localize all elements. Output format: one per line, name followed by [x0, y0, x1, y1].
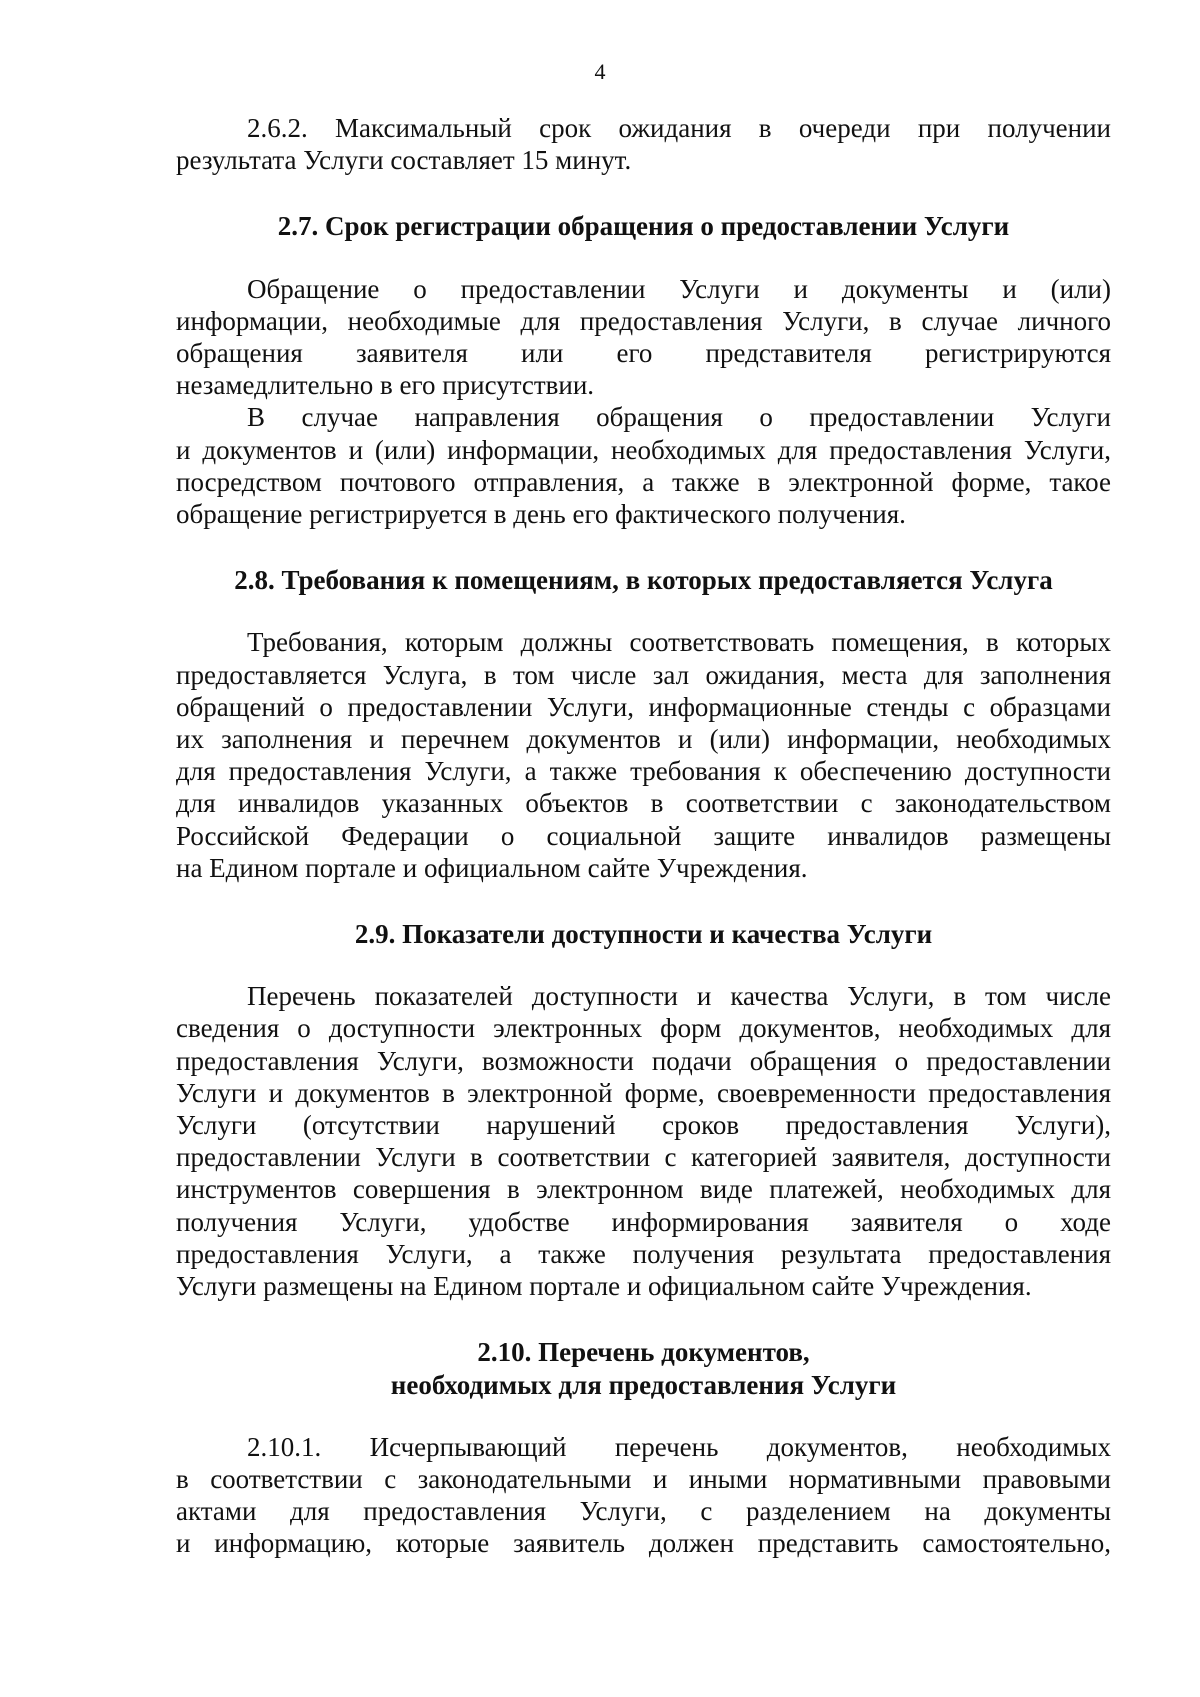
paragraph-line: предоставления Услуги, а также получения результата предоставления: [176, 1238, 1111, 1269]
paragraph-2-6-2: [176, 112, 1111, 176]
section-heading-2-8: 2.8. Требования к помещениям, в которых предоставляется Услуга: [234, 565, 1053, 596]
paragraph-line: Услуги и документов в электронной форме, своевременности предоставления: [176, 1077, 1111, 1108]
page-number: 4: [594, 59, 606, 84]
paragraph-line: 2.10.1. Исчерпывающий перечень документов, необходимых: [247, 1431, 1111, 1462]
paragraph-line: Услуги (отсутствии нарушений сроков предоставления Услуги),: [176, 1110, 1111, 1141]
paragraph-line: предоставляется Услуга, в том числе зал ожидания, места для заполнения: [176, 659, 1111, 690]
heading-line: 2.10. Перечень документов,: [477, 1337, 810, 1368]
document-body: [176, 112, 1111, 1560]
paragraph-line: В случае направления обращения о предоставлении Услуги: [247, 402, 1111, 433]
paragraph-line: для предоставления Услуги, а также требования к обеспечению доступности: [176, 756, 1111, 787]
paragraph-line: инструментов совершения в электронном виде платежей, необходимых для: [176, 1174, 1111, 1205]
paragraph-line: Российской Федерации о социальной защите инвалидов размещены: [176, 820, 1111, 851]
paragraph-2-10-1: [176, 1431, 1111, 1560]
paragraph-line: Обращение о предоставлении Услуги и документы и (или): [247, 273, 1111, 304]
paragraph-line: сведения о доступности электронных форм документов, необходимых для: [176, 1013, 1111, 1044]
paragraph-line: предоставления Услуги, возможности подачи обращения о предоставлении: [176, 1045, 1111, 1076]
paragraph-2-7-b: [176, 401, 1111, 530]
paragraph-line: Требования, которым должны соответствовать помещения, в которых: [247, 627, 1111, 658]
paragraph-line: их заполнения и перечнем документов и (или) информации, необходимых: [176, 724, 1111, 755]
heading-line: необходимых для предоставления Услуги: [390, 1369, 897, 1400]
paragraph-line: получения Услуги, удобстве информирования заявителя о ходе: [176, 1206, 1111, 1237]
paragraph-line: результата Услуги составляет 15 минут.: [176, 145, 632, 176]
paragraph-line: Услуги размещены на Едином портале и официальном сайте Учреждения.: [176, 1271, 1032, 1302]
paragraph-line: обращения заявителя или его представителя регистрируются: [176, 338, 1111, 369]
paragraph-line: 2.6.2. Максимальный срок ожидания в очереди при получении: [247, 113, 1111, 143]
paragraph-line: и документов и (или) информации, необходимых для предоставления Услуги,: [176, 434, 1111, 465]
paragraph-line: и информацию, которые заявитель должен представить самостоятельно,: [176, 1528, 1111, 1559]
paragraph-2-9: [176, 980, 1111, 1302]
paragraph-line: Перечень показателей доступности и качества Услуги, в том числе: [247, 981, 1111, 1012]
paragraph-line: посредством почтового отправления, а также в электронной форме, такое: [176, 466, 1111, 497]
paragraph-line: обращений о предоставлении Услуги, информационные стенды с образцами: [176, 691, 1111, 722]
paragraph-2-7-a: [176, 273, 1111, 402]
paragraph-line: обращение регистрируется в день его фактического получения.: [176, 499, 906, 530]
paragraph-line: актами для предоставления Услуги, с разделением на документы: [176, 1496, 1111, 1527]
section-heading-2-9: 2.9. Показатели доступности и качества Услуги: [354, 919, 933, 950]
section-heading-2-10: [176, 1336, 1111, 1400]
paragraph-2-8: [176, 626, 1111, 884]
paragraph-line: на Едином портале и официальном сайте Учреждения.: [176, 852, 808, 883]
paragraph-line: в соответствии с законодательными и иными нормативными правовыми: [176, 1463, 1111, 1494]
section-heading-2-7: 2.7. Срок регистрации обращения о предоставлении Услуги: [277, 211, 1010, 242]
paragraph-line: информации, необходимые для предоставления Услуги, в случае личного: [176, 305, 1111, 336]
paragraph-line: незамедлительно в его присутствии.: [176, 370, 595, 401]
paragraph-line: предоставлении Услуги в соответствии с категорией заявителя, доступности: [176, 1142, 1111, 1173]
paragraph-line: для инвалидов указанных объектов в соответствии с законодательством: [176, 788, 1111, 819]
